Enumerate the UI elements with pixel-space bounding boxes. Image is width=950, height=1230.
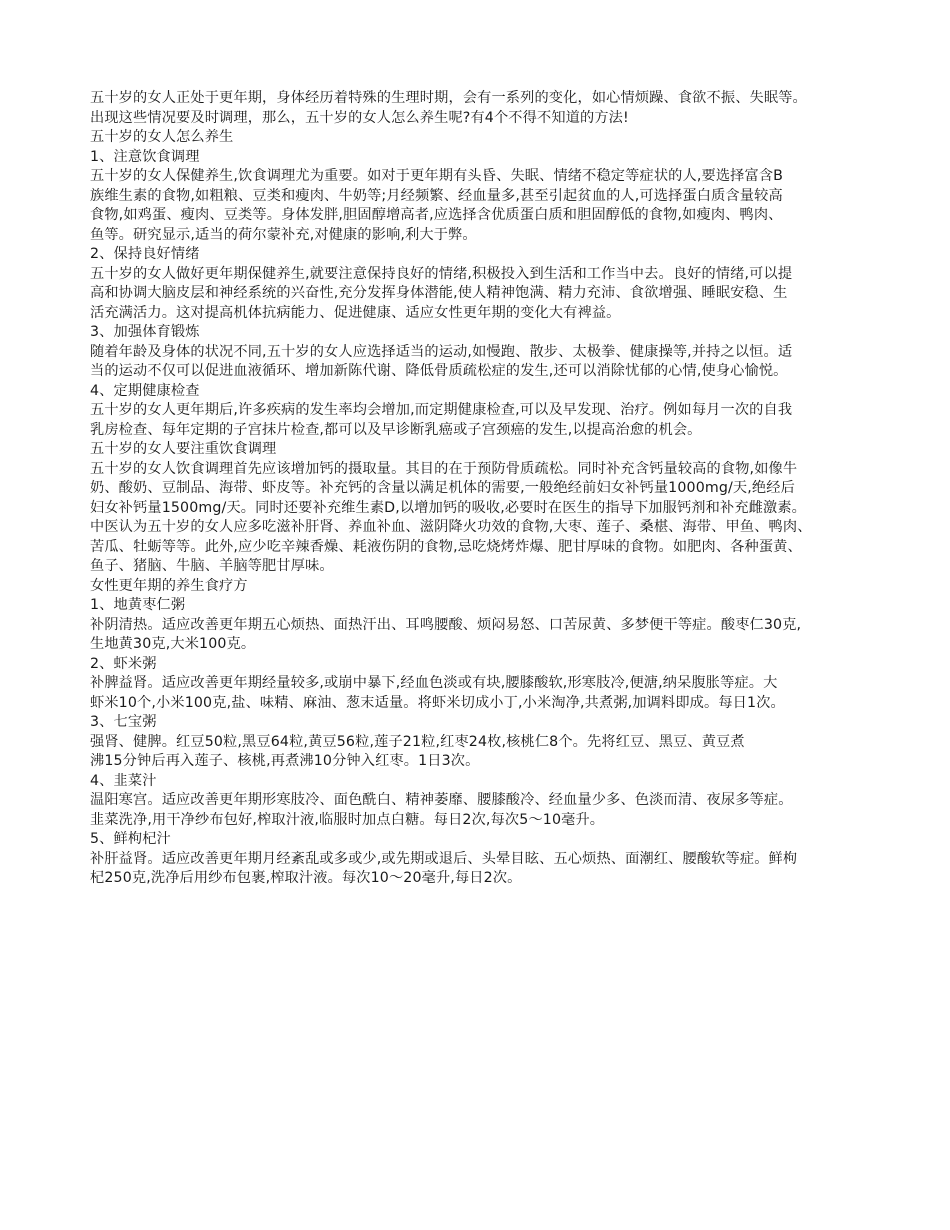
text-line: 补肝益肾。适应改善更年期月经紊乱或多或少,或先期或退后、头晕目眩、五心烦热、面潮红、腰酸软等症。鲜枸	[90, 850, 798, 867]
tip-heading: 3、加强体育锻炼	[90, 324, 200, 340]
tip-checkup	[90, 382, 890, 441]
text-line: 妇女补钙量1500mg/天。同时还要补充维生素D,以增加钙的吸收,必要时在医生的指导下加服钙剂和补充雌激素。	[90, 499, 807, 516]
text-line: 沸15分钟后再入莲子、核桃,再煮沸10分钟入红枣。1日3次。	[90, 753, 480, 769]
section-title: 女性更年期的养生食疗方	[90, 577, 248, 594]
recipe-chive-juice	[90, 772, 890, 831]
text-line: 温阳寒宫。适应改善更年期形寒肢冷、面色酰白、精神萎靡、腰膝酸冷、经血量少多、色淡而清、夜尿多等症。	[90, 792, 793, 808]
text-line: 随着年龄及身体的状况不同,五十岁的女人应选择适当的运动,如慢跑、散步、太极拳、健康操等,并持之以恒。适	[90, 343, 793, 360]
recipe-rehmannia-porridge	[90, 596, 890, 655]
intro-paragraph	[90, 89, 890, 128]
text-line: 补阴清热。适应改善更年期五心烦热、面热汗出、耳鸣腰酸、烦闷易怒、口苦尿黄、多梦便干等症。酸枣仁30克,	[90, 616, 802, 633]
recipe-shrimp-porridge	[90, 655, 890, 714]
text-line: 五十岁的女人饮食调理首先应该增加钙的摄取量。其目的在于预防骨质疏松。同时补充含钙量较高的食物,如像牛	[90, 460, 798, 477]
recipe-heading: 2、虾米粥	[90, 655, 157, 672]
tip-mood	[90, 245, 890, 323]
text-line: 鱼等。研究显示,适当的荷尔蒙补充,对健康的影响,利大于弊。	[90, 226, 477, 243]
text-line: 杞250克,洗净后用纱布包裹,榨取汁液。每次10～20毫升,每日2次。	[90, 870, 522, 886]
section-title: 五十岁的女人怎么养生	[90, 129, 234, 145]
text-line: 五十岁的女人保健养生,饮食调理尤为重要。如对于更年期有头昏、失眠、情绪不稳定等症状的人,要选择富含B	[90, 168, 784, 184]
recipe-seven-treasure-porridge	[90, 713, 890, 772]
text-line: 当的运动不仅可以促进血液循环、增加新陈代谢、降低骨质疏松症的发生,还可以消除忧郁的心情,使身心愉悦。	[90, 363, 788, 379]
recipe-heading: 1、地黄枣仁粥	[90, 597, 186, 613]
tip-exercise	[90, 323, 890, 382]
recipe-heading: 3、七宝粥	[90, 714, 157, 730]
text-line: 高和协调大脑皮层和神经系统的兴奋性,充分发挥身体潜能,使人精神饱满、精力充沛、食欲增强、睡眠安稳、生	[90, 285, 788, 301]
tip-heading: 2、保持良好情绪	[90, 246, 200, 262]
text-line: 生地黄30克,大米100克。	[90, 636, 256, 652]
text-line: 强肾、健脾。红豆50粒,黑豆64粒,黄豆56粒,莲子21粒,红枣24枚,核桃仁8个。先将红豆、黑豆、黄豆煮	[90, 733, 745, 750]
section-recipes	[90, 577, 890, 889]
text-line: 出现这些情况要及时调理，那么，五十岁的女人怎么养生呢?有4个不得不知道的方法!	[90, 109, 629, 126]
text-line: 五十岁的女人正处于更年期，身体经历着特殊的生理时期，会有一系列的变化，如心情烦躁、食欲不振、失眠等。	[90, 90, 807, 106]
text-line: 韭菜洗净,用干净纱布包好,榨取汁液,临服时加点白糖。每日2次,每次5～10毫升。	[90, 811, 605, 828]
text-line: 食物,如鸡蛋、瘦肉、豆类等。身体发胖,胆固醇增高者,应选择含优质蛋白质和胆固醇低的食物,如瘦肉、鸭肉、	[90, 207, 783, 223]
recipe-heading: 4、韭菜汁	[90, 772, 157, 789]
text-line: 活充满活力。这对提高机体抗病能力、促进健康、适应女性更年期的变化大有裨益。	[90, 304, 621, 321]
text-line: 族维生素的食物,如粗粮、豆类和瘦肉、牛奶等;月经频繁、经血量多,甚至引起贫血的人,可选择蛋白质含量较高	[90, 187, 783, 204]
text-line: 苦瓜、牡蛎等等。此外,应少吃辛辣香燥、耗液伤阴的食物,忌吃烧烤炸爆、肥甘厚味的食物。如肥肉、各种蛋黄、	[90, 538, 802, 555]
text-line: 乳房检查、每年定期的子宫抹片检查,都可以及早诊断乳癌或子宫颈癌的发生,以提高治愈的机会。	[90, 421, 702, 438]
section-how-to-stay-healthy	[90, 128, 890, 440]
section-diet-care	[90, 440, 890, 577]
text-line: 虾米10个,小米100克,盐、味精、麻油、葱末适量。将虾米切成小丁,小米淘净,共煮粥,加调料即成。每日1次。	[90, 694, 785, 711]
recipe-heading: 5、鲜枸杞汁	[90, 831, 171, 847]
tip-heading: 1、注意饮食调理	[90, 148, 200, 165]
section-title: 五十岁的女人要注重饮食调理	[90, 441, 277, 457]
text-line: 五十岁的女人做好更年期保健养生,就要注意保持良好的情绪,积极投入到生活和工作当中去。良好的情绪,可以提	[90, 265, 793, 282]
tip-diet	[90, 148, 890, 246]
text-line: 五十岁的女人更年期后,许多疾病的发生率均会增加,而定期健康检查,可以及早发现、治疗。例如每月一次的自我	[90, 402, 793, 418]
text-line: 补脾益肾。适应改善更年期经量较多,或崩中暴下,经血色淡或有块,腰膝酸软,形寒肢冷,便溏,纳呆腹胀等症。大	[90, 675, 778, 691]
text-line: 鱼子、猪脑、牛脑、羊脑等肥甘厚味。	[90, 558, 334, 574]
text-line: 奶、酸奶、豆制品、海带、虾皮等。补充钙的含量以满足机体的需要,一般绝经前妇女补钙量1000mg/天,绝经后	[90, 480, 795, 496]
document-body	[90, 89, 890, 889]
tip-heading: 4、定期健康检查	[90, 382, 200, 399]
recipe-goji-juice	[90, 830, 890, 889]
text-line: 中医认为五十岁的女人应多吃滋补肝肾、养血补血、滋阴降火功效的食物,大枣、莲子、桑椹、海带、甲鱼、鸭肉、	[90, 519, 812, 535]
